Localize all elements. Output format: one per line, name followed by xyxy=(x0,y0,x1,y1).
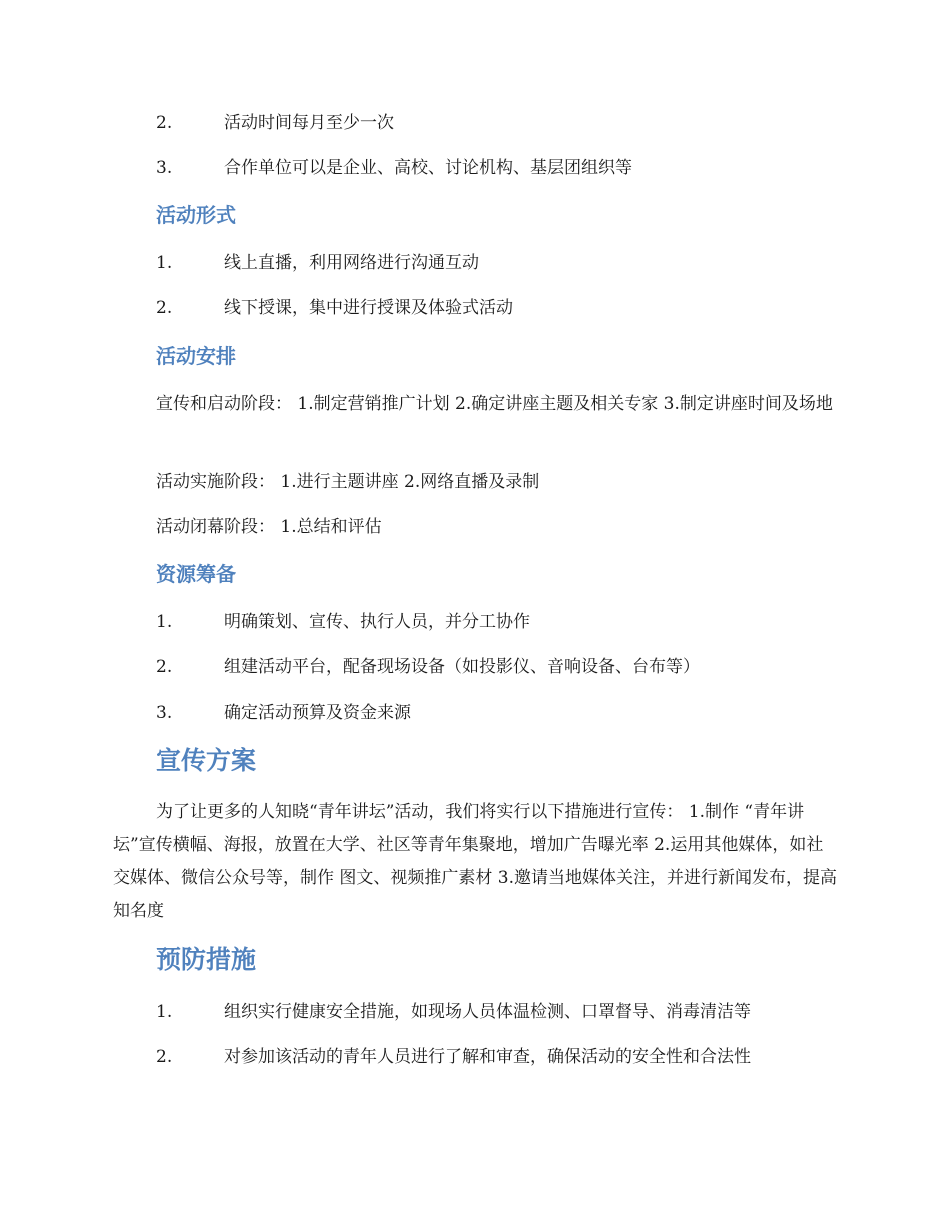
list-number: 2. xyxy=(156,657,173,677)
list-text: 组建活动平台，配备现场设备（如投影仪、音响设备、台布等） xyxy=(224,657,700,677)
list-number: 1. xyxy=(156,612,173,632)
list-item xyxy=(156,610,530,634)
list-item xyxy=(156,296,513,320)
promotion-paragraph: 为了让更多的人知晓“青年讲坛”活动，我们将实行以下措施进行宣传： 1.制作 “青年讲坛”宣传横幅、海报，放置在大学、社区等青年集聚地，增加广告曝光率 2.运用其他媒体，如社交媒体、微信公众号等，制作 图文、视频推广素材 3.邀请当地媒体关注，并进行新闻发布，提高知名度 xyxy=(113,802,838,921)
list-item xyxy=(156,251,479,275)
list-number: 3. xyxy=(156,703,173,723)
list-text: 合作单位可以是企业、高校、讨论机构、基层团组织等 xyxy=(224,158,632,178)
section-heading-resources: 资源筹备 xyxy=(156,562,236,586)
list-text: 线上直播，利用网络进行沟通互动 xyxy=(224,253,479,273)
list-item xyxy=(156,156,632,180)
list-item xyxy=(156,1045,751,1069)
list-item xyxy=(156,1000,751,1024)
section-heading-promotion: 宣传方案 xyxy=(156,746,257,775)
list-number: 2. xyxy=(156,298,173,318)
list-text: 确定活动预算及资金来源 xyxy=(224,703,411,723)
list-number: 1. xyxy=(156,1002,173,1022)
list-text: 线下授课，集中进行授课及体验式活动 xyxy=(224,298,513,318)
list-number: 2. xyxy=(156,113,173,133)
list-number: 3. xyxy=(156,158,173,178)
arrangement-paragraph-implementation: 活动实施阶段： 1.进行主题讲座 2.网络直播及录制 xyxy=(156,472,540,492)
arrangement-paragraph-launch: 宣传和启动阶段： 1.制定营销推广计划 2.确定讲座主题及相关专家 3.制定讲座时间及场地 xyxy=(156,394,833,414)
arrangement-paragraph-closing: 活动闭幕阶段： 1.总结和评估 xyxy=(156,517,382,537)
list-text: 组织实行健康安全措施，如现场人员体温检测、口罩督导、消毒清洁等 xyxy=(224,1002,751,1022)
section-heading-form: 活动形式 xyxy=(156,203,236,227)
section-heading-prevention: 预防措施 xyxy=(156,945,257,974)
list-item xyxy=(156,111,394,135)
list-number: 2. xyxy=(156,1047,173,1067)
list-item xyxy=(156,701,411,725)
section-heading-arrangement: 活动安排 xyxy=(156,344,236,368)
list-text: 明确策划、宣传、执行人员，并分工协作 xyxy=(224,612,530,632)
list-text: 活动时间每月至少一次 xyxy=(224,113,394,133)
list-item xyxy=(156,655,700,679)
list-text: 对参加该活动的青年人员进行了解和审查，确保活动的安全性和合法性 xyxy=(224,1047,751,1067)
list-number: 1. xyxy=(156,253,173,273)
